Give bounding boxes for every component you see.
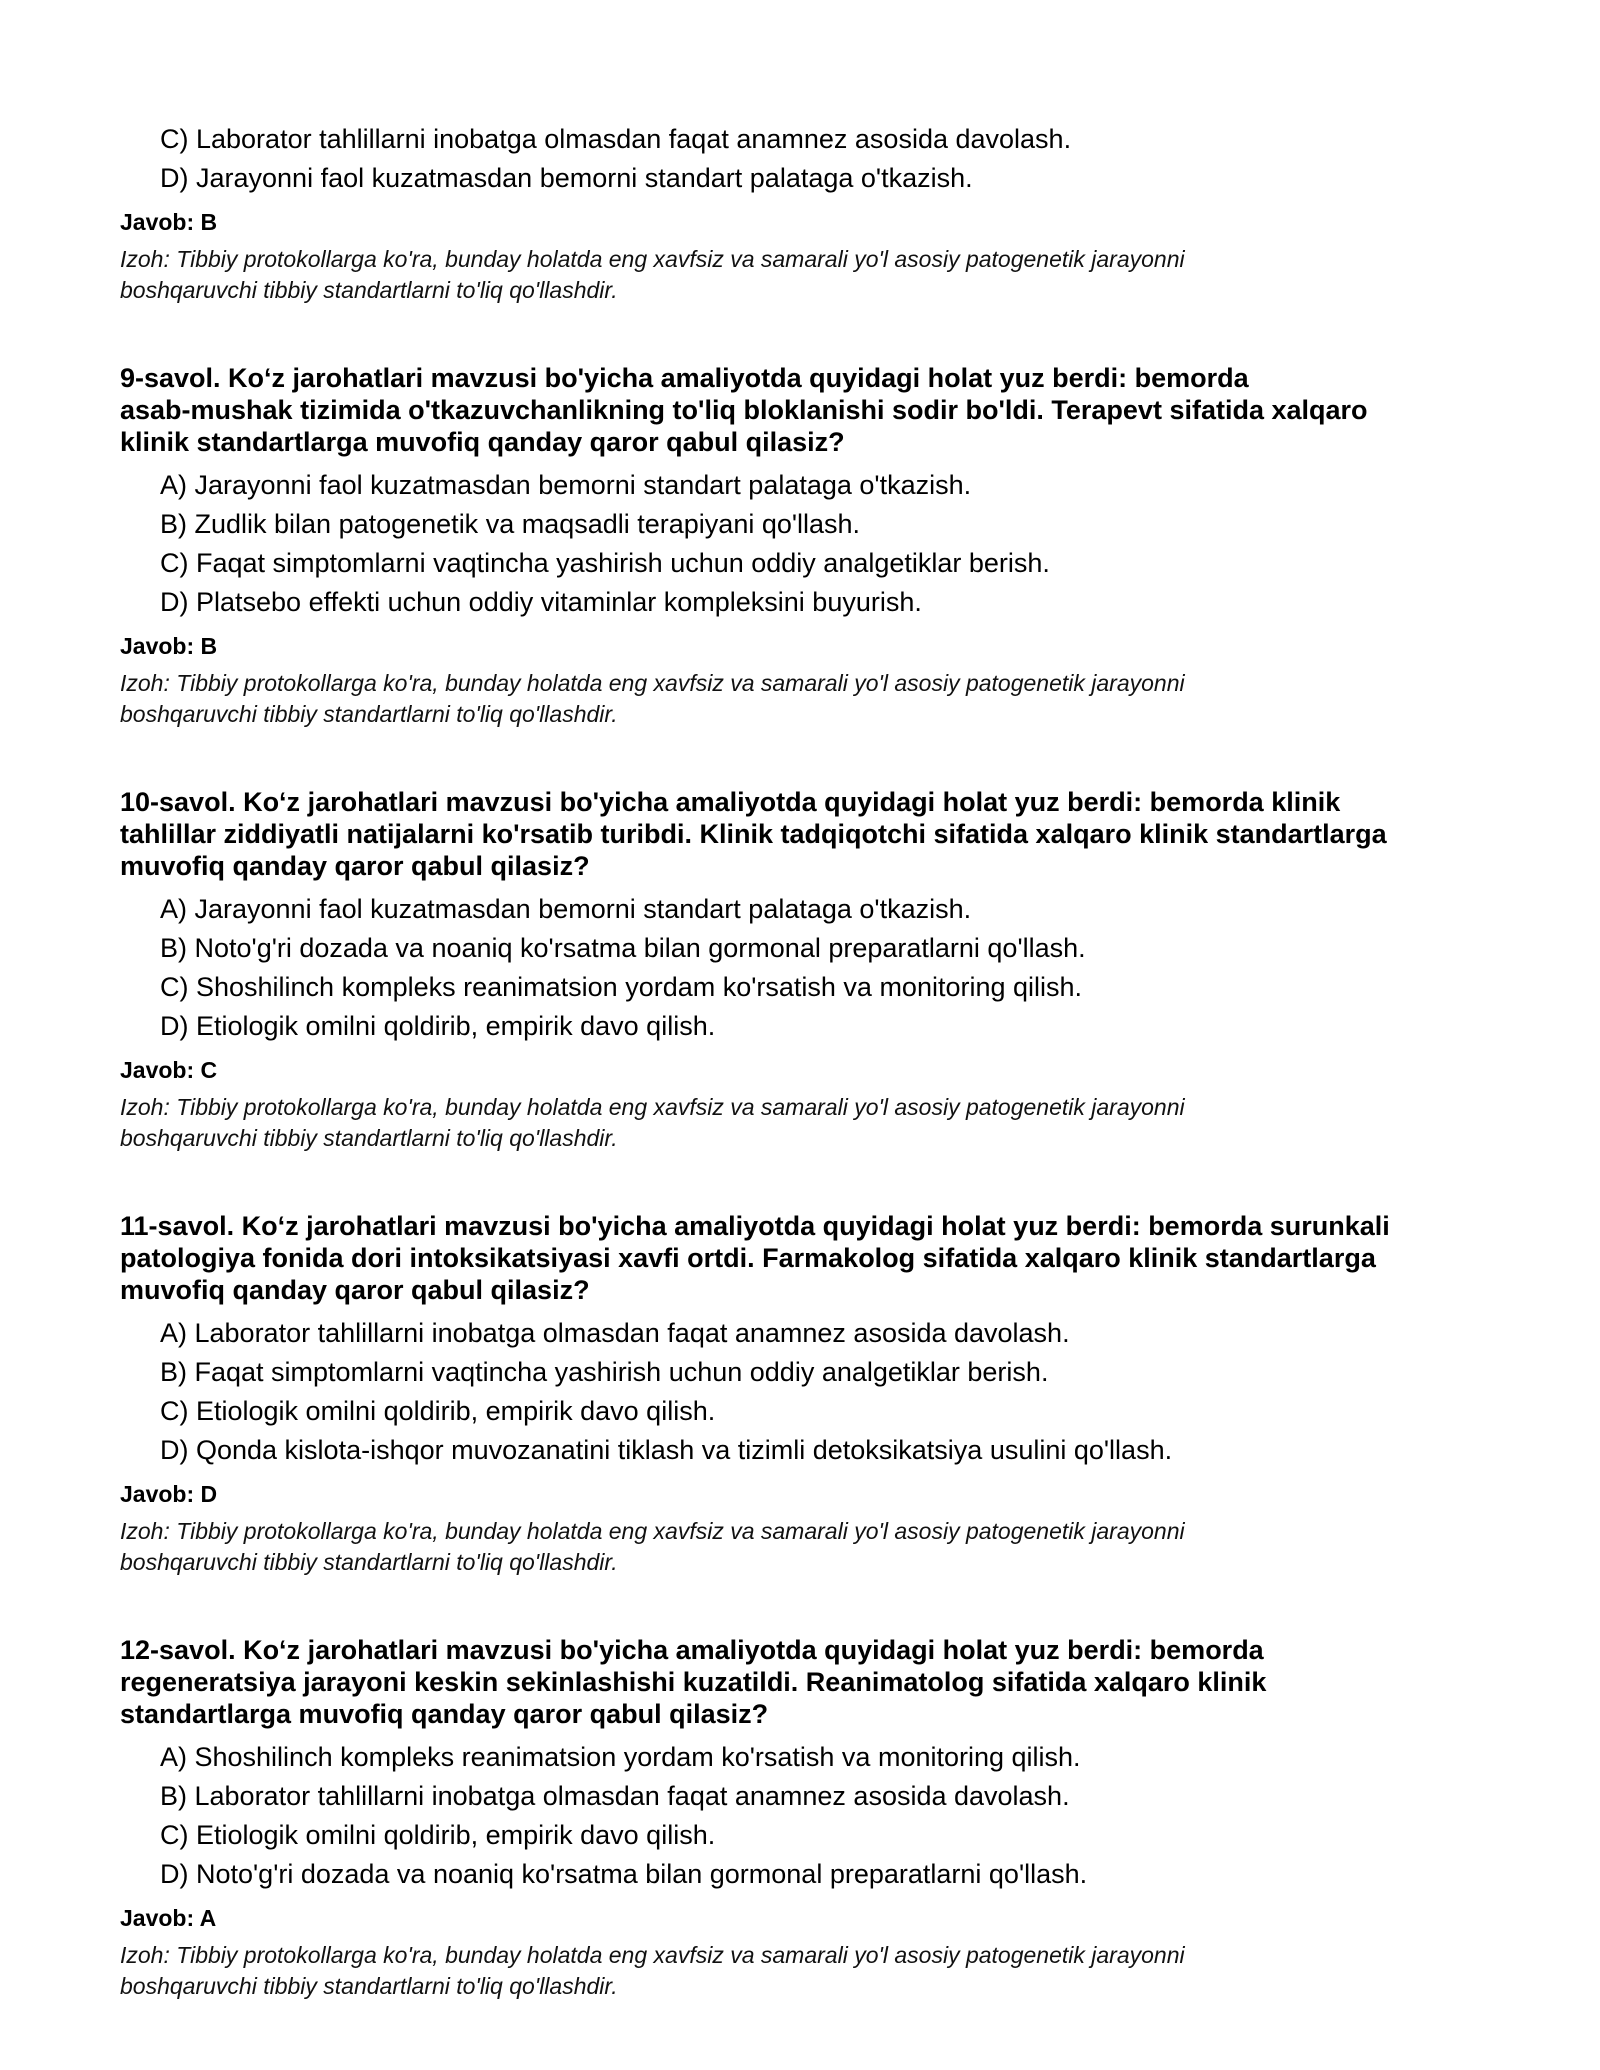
option-d: D) Jarayonni faol kuzatmasdan bemorni standart palataga o'tkazish. (160, 163, 973, 193)
option-a: A) Jarayonni faol kuzatmasdan bemorni standart palataga o'tkazish. (160, 470, 972, 500)
question-title-line: klinik standartlarga muvofiq qanday qaror qabul qilasiz? (120, 427, 845, 457)
option-c: C) Laborator tahlillarni inobatga olmasdan faqat anamnez asosida davolash. (160, 124, 1072, 154)
question-8-continuation (120, 120, 1490, 306)
explanation-note (120, 244, 1490, 306)
explanation-line: Izoh: Tibbiy protokollarga ko'ra, bunday holatda eng xavfsiz va samarali yo'l asosiy patogenetik jarayonni (120, 670, 1185, 696)
explanation-note (120, 1092, 1490, 1154)
explanation-line: boshqaruvchi tibbiy standartlarni to'liq qo'llashdir. (120, 1125, 618, 1151)
option-c: C) Etiologik omilni qoldirib, empirik davo qilish. (160, 1396, 716, 1426)
answer-label: Javob: B (120, 633, 218, 659)
question-title-line: 9-savol. Ko‘z jarohatlari mavzusi bo'yicha amaliyotda quyidagi holat yuz berdi: bemorda (120, 363, 1249, 393)
option-a: A) Shoshilinch kompleks reanimatsion yordam ko'rsatish va monitoring qilish. (160, 1742, 1081, 1772)
option-b: B) Faqat simptomlarni vaqtincha yashirish uchun oddiy analgetiklar berish. (160, 1357, 1049, 1387)
explanation-line: Izoh: Tibbiy protokollarga ko'ra, bunday holatda eng xavfsiz va samarali yo'l asosiy patogenetik jarayonni (120, 1518, 1185, 1544)
explanation-line: Izoh: Tibbiy protokollarga ko'ra, bunday holatda eng xavfsiz va samarali yo'l asosiy patogenetik jarayonni (120, 1942, 1185, 1968)
option-d: D) Noto'g'ri dozada va noaniq ko'rsatma bilan gormonal preparatlarni qo'llash. (160, 1859, 1088, 1889)
question-9 (120, 362, 1490, 730)
explanation-line: Izoh: Tibbiy protokollarga ko'ra, bunday holatda eng xavfsiz va samarali yo'l asosiy patogenetik jarayonni (120, 1094, 1185, 1120)
answer-label: Javob: C (120, 1057, 218, 1083)
question-title-line: tahlillar ziddiyatli natijalarni ko'rsatib turibdi. Klinik tadqiqotchi sifatida xalqaro klinik standartlarga (120, 819, 1387, 849)
question-title-line: standartlarga muvofiq qanday qaror qabul qilasiz? (120, 1699, 769, 1729)
question-title (120, 362, 1490, 458)
question-12 (120, 1634, 1490, 2002)
question-title-line: patologiya fonida dori intoksikatsiyasi xavfi ortdi. Farmakolog sifatida xalqaro klinik standartlarga (120, 1243, 1376, 1273)
option-b: B) Laborator tahlillarni inobatga olmasdan faqat anamnez asosida davolash. (160, 1781, 1070, 1811)
option-a: A) Jarayonni faol kuzatmasdan bemorni standart palataga o'tkazish. (160, 894, 972, 924)
question-title-line: 11-savol. Ko‘z jarohatlari mavzusi bo'yicha amaliyotda quyidagi holat yuz berdi: bemorda surunkali (120, 1211, 1390, 1241)
option-a: A) Laborator tahlillarni inobatga olmasdan faqat anamnez asosida davolash. (160, 1318, 1070, 1348)
question-title (120, 1210, 1490, 1306)
option-d: D) Etiologik omilni qoldirib, empirik davo qilish. (160, 1011, 716, 1041)
document-page (120, 120, 1490, 2002)
option-b: B) Noto'g'ri dozada va noaniq ko'rsatma bilan gormonal preparatlarni qo'llash. (160, 933, 1086, 963)
option-c: C) Faqat simptomlarni vaqtincha yashirish uchun oddiy analgetiklar berish. (160, 548, 1050, 578)
question-title-line: 10-savol. Ko‘z jarohatlari mavzusi bo'yicha amaliyotda quyidagi holat yuz berdi: bemorda klinik (120, 787, 1341, 817)
question-title-line: regeneratsiya jarayoni keskin sekinlashishi kuzatildi. Reanimatolog sifatida xalqaro klinik (120, 1667, 1267, 1697)
explanation-line: boshqaruvchi tibbiy standartlarni to'liq qo'llashdir. (120, 277, 618, 303)
option-c: C) Shoshilinch kompleks reanimatsion yordam ko'rsatish va monitoring qilish. (160, 972, 1083, 1002)
explanation-note (120, 1516, 1490, 1578)
explanation-note (120, 668, 1490, 730)
question-title-line: asab-mushak tizimida o'tkazuvchanlikning to'liq bloklanishi sodir bo'ldi. Terapevt sifatida xalqaro (120, 395, 1368, 425)
option-d: D) Qonda kislota-ishqor muvozanatini tiklash va tizimli detoksikatsiya usulini qo'llash. (160, 1435, 1173, 1465)
question-title-line: muvofiq qanday qaror qabul qilasiz? (120, 851, 590, 881)
option-c: C) Etiologik omilni qoldirib, empirik davo qilish. (160, 1820, 716, 1850)
explanation-line: Izoh: Tibbiy protokollarga ko'ra, bunday holatda eng xavfsiz va samarali yo'l asosiy patogenetik jarayonni (120, 246, 1185, 272)
question-title (120, 1634, 1490, 1730)
explanation-line: boshqaruvchi tibbiy standartlarni to'liq qo'llashdir. (120, 1549, 618, 1575)
answer-label: Javob: A (120, 1905, 217, 1931)
explanation-line: boshqaruvchi tibbiy standartlarni to'liq qo'llashdir. (120, 701, 618, 727)
option-b: B) Zudlik bilan patogenetik va maqsadli terapiyani qo'llash. (160, 509, 861, 539)
answer-label: Javob: B (120, 209, 218, 235)
question-title-line: 12-savol. Ko‘z jarohatlari mavzusi bo'yicha amaliyotda quyidagi holat yuz berdi: bemorda (120, 1635, 1264, 1665)
question-title (120, 786, 1490, 882)
question-10 (120, 786, 1490, 1154)
question-11 (120, 1210, 1490, 1578)
question-title-line: muvofiq qanday qaror qabul qilasiz? (120, 1275, 590, 1305)
explanation-note (120, 1940, 1490, 2002)
option-d: D) Platsebo effekti uchun oddiy vitaminlar kompleksini buyurish. (160, 587, 922, 617)
answer-label: Javob: D (120, 1481, 218, 1507)
explanation-line: boshqaruvchi tibbiy standartlarni to'liq qo'llashdir. (120, 1973, 618, 1999)
